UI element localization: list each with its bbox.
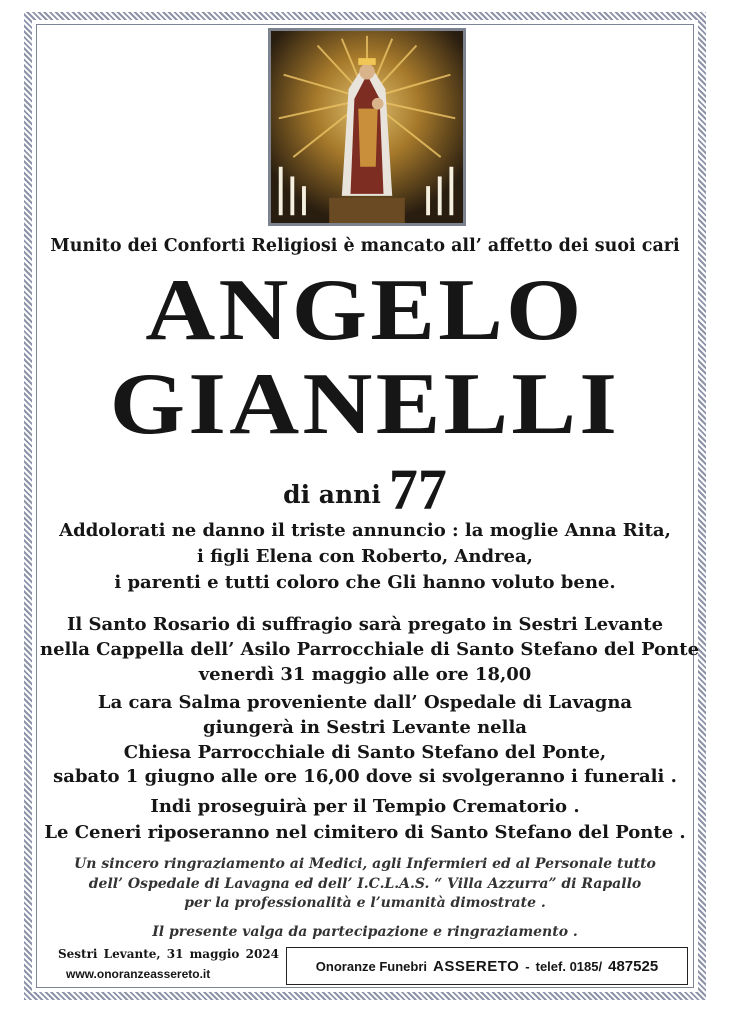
rosary-line: nella Cappella dell’ Asilo Parrocchiale di Santo Stefano del Ponte: [40, 639, 700, 660]
age-prefix: di anni: [283, 480, 381, 509]
thanks-line: per la professionalità e l’umanità dimostrate .: [184, 895, 546, 911]
crematorium-line: Indi proseguirà per il Tempio Crematorio .: [150, 796, 580, 817]
thanks-line: Un sincero ringraziamento ai Medici, agli Infermieri ed al Personale tutto: [74, 856, 656, 872]
funeral-line: La cara Salma proveniente dall’ Ospedale di Lavagna: [97, 692, 633, 713]
rosary-line: Il Santo Rosario di suffragio sarà pregato in Sestri Levante: [66, 614, 664, 635]
place-date: Sestri Levante, 31 maggio 2024: [58, 947, 280, 961]
thanks-line: dell’ Ospedale di Lavagna ed dell’ I.C.L.A.S. “ Villa Azzurra” di Rapallo: [88, 876, 642, 892]
funeral-line: sabato 1 giugno alle ore 16,00 dove si svolgeranno i funerali .: [53, 766, 677, 787]
funeral-line: giungerà in Sestri Levante nella: [203, 717, 527, 738]
website-link[interactable]: www.onoranzeassereto.it: [66, 967, 211, 981]
agency-phone-number[interactable]: 487525: [608, 957, 659, 975]
announcement-line: i parenti e tutti coloro che Gli hanno voluto bene.: [114, 572, 616, 593]
participation-note: Il presente valga da partecipazione e ringraziamento .: [152, 924, 578, 940]
deceased-first-name: ANGELO: [145, 262, 585, 359]
religious-image: [268, 28, 466, 226]
announcement-line: Addolorati ne danno il triste annuncio : la moglie Anna Rita,: [59, 520, 671, 541]
agency-phone-label: telef. 0185/: [535, 958, 603, 974]
agency-label: Onoranze Funebri: [315, 958, 428, 974]
intro-line: Munito dei Conforti Religiosi è mancato all’ affetto dei suoi cari: [50, 236, 680, 256]
funeral-line: Chiesa Parrocchiale di Santo Stefano del Ponte,: [123, 742, 607, 763]
age-line: [40, 456, 690, 523]
agency-separator: -: [525, 958, 530, 974]
announcement-line: i figli Elena con Roberto, Andrea,: [197, 546, 533, 567]
madonna-and-child-icon: [271, 31, 463, 223]
agency-badge: [286, 947, 688, 985]
age-value: 77: [388, 457, 447, 522]
deceased-last-name: GIANELLI: [109, 356, 621, 453]
rosary-line: venerdì 31 maggio alle ore 18,00: [198, 664, 532, 685]
agency-name: ASSERETO: [433, 957, 520, 975]
ashes-line: Le Ceneri riposeranno nel cimitero di Santo Stefano del Ponte .: [44, 822, 686, 843]
